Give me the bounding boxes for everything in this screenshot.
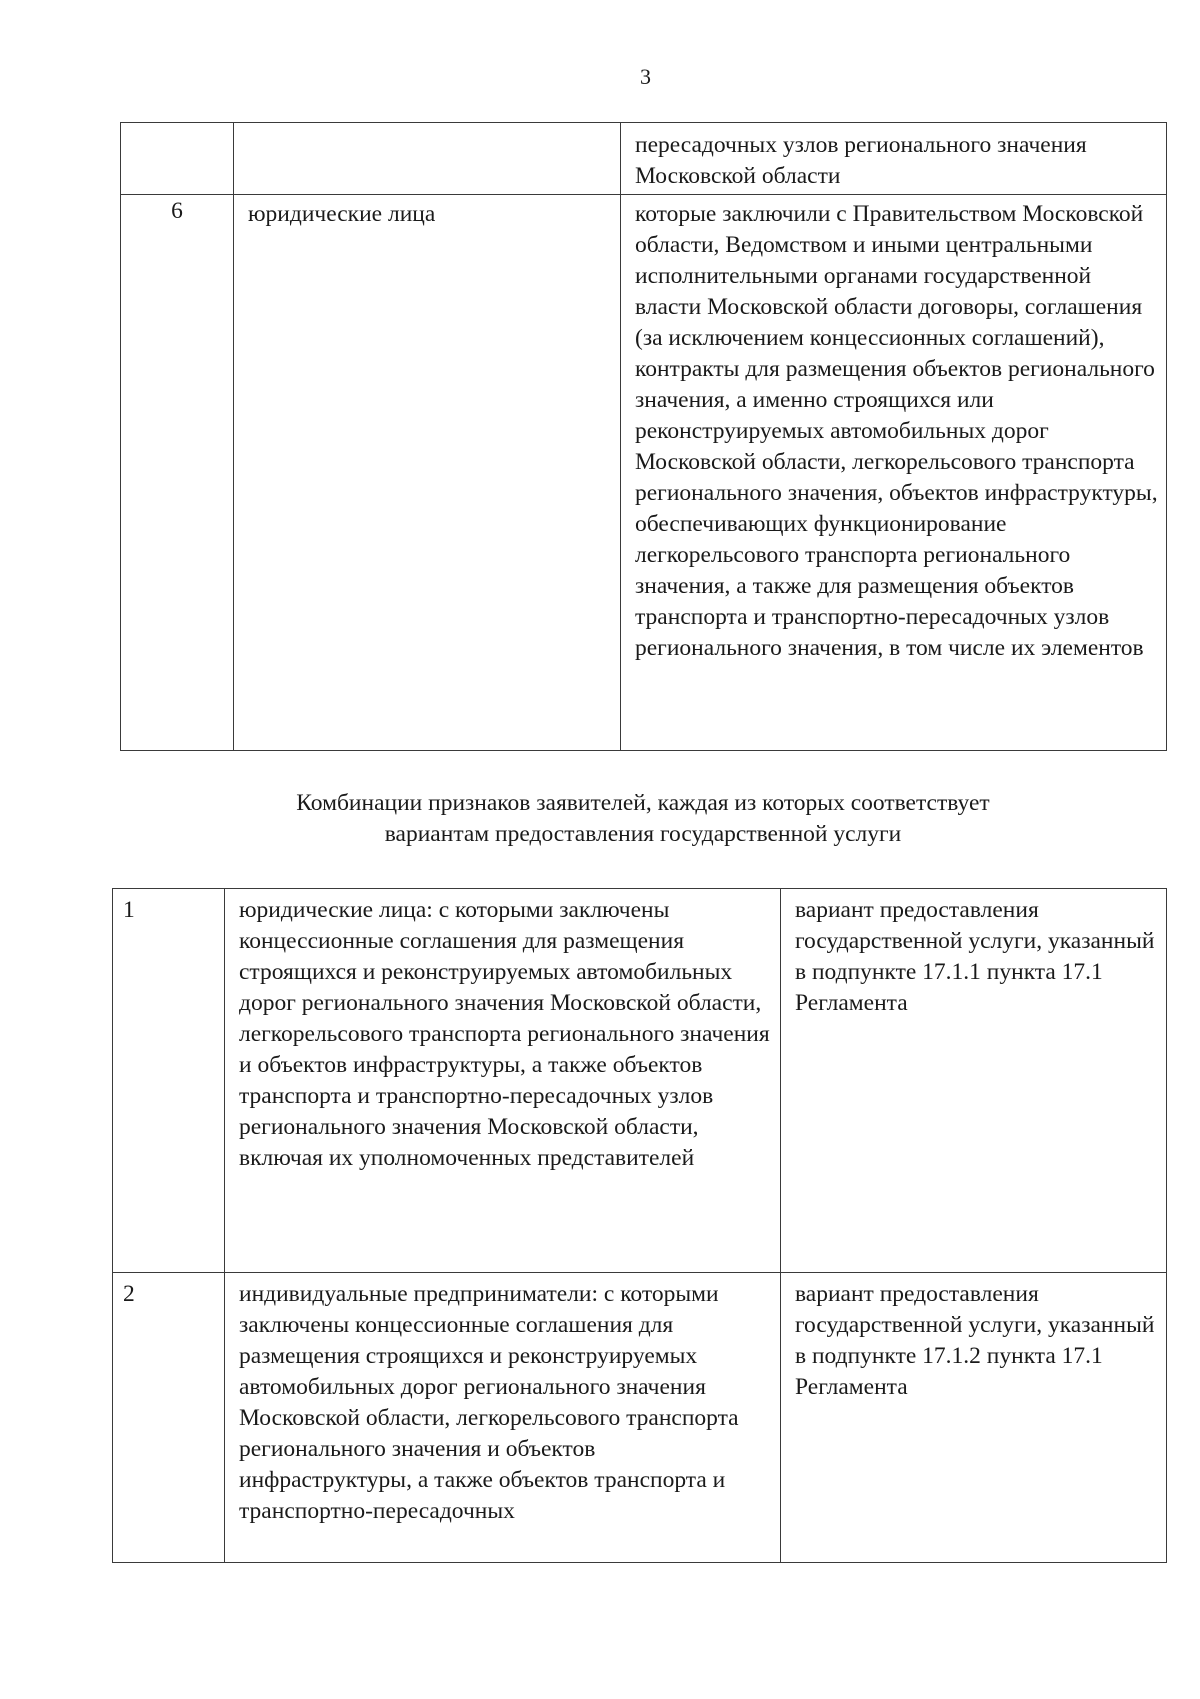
page-number: 3 bbox=[640, 64, 651, 89]
table-row bbox=[113, 1273, 1167, 1563]
row-number-cell bbox=[121, 123, 234, 195]
category-cell: юридические лица bbox=[234, 195, 621, 751]
applicant-cell: юридические лица: с которыми заключены концессионные соглашения для размещения строящихся и реконструируемых автомобильных дорог регионального значения Московской области, легкорельсового транспорта регионального значения и объектов инфраструктуры, а также объектов транспорта и транспортно-пересадочных узлов регионального значения Московской области, включая их уполномоченных представителей bbox=[225, 889, 781, 1273]
section-heading-line: Комбинации признаков заявителей, каждая из которых соответствует bbox=[296, 790, 990, 816]
row-number-cell: 2 bbox=[113, 1273, 225, 1563]
description-cell: пересадочных узлов регионального значения Московской области bbox=[621, 123, 1167, 195]
table-row bbox=[121, 195, 1167, 751]
variant-cell: вариант предоставления государственной услуги, указанный в подпункте 17.1.2 пункта 17.1 Регламента bbox=[781, 1273, 1167, 1563]
table-row bbox=[121, 123, 1167, 195]
row-number-cell: 6 bbox=[121, 195, 234, 751]
variant-cell: вариант предоставления государственной услуги, указанный в подпункте 17.1.1 пункта 17.1 Регламента bbox=[781, 889, 1167, 1273]
row-number-cell: 1 bbox=[113, 889, 225, 1273]
category-cell bbox=[234, 123, 621, 195]
applicant-cell: индивидуальные предприниматели: с которыми заключены концессионные соглашения для размещения строящихся и реконструируемых автомобильных дорог регионального значения Московской области, легкорельсового транспорта регионального значения и объектов инфраструктуры, а также объектов транспорта и транспортно-пересадочных bbox=[225, 1273, 781, 1563]
table-row bbox=[113, 889, 1167, 1273]
section-heading bbox=[120, 788, 1166, 850]
section-heading-line: вариантам предоставления государственной услуги bbox=[384, 821, 902, 847]
description-cell: которые заключили с Правительством Московской области, Ведомством и иными центральными исполнительными органами государственной власти Московской области договоры, соглашения (за исключением концессионных соглашений), контракты для размещения объектов регионального значения, а именно строящихся или реконструируемых автомобильных дорог Московской области, легкорельсового транспорта регионального значения, объектов инфраструктуры, обеспечивающих функционирование легкорельсового транспорта регионального значения, а также для размещения объектов транспорта и транспортно-пересадочных узлов регионального значения, в том числе их элементов bbox=[621, 195, 1167, 751]
applicant-categories-table bbox=[120, 122, 1167, 751]
applicant-combinations-table bbox=[112, 888, 1167, 1563]
